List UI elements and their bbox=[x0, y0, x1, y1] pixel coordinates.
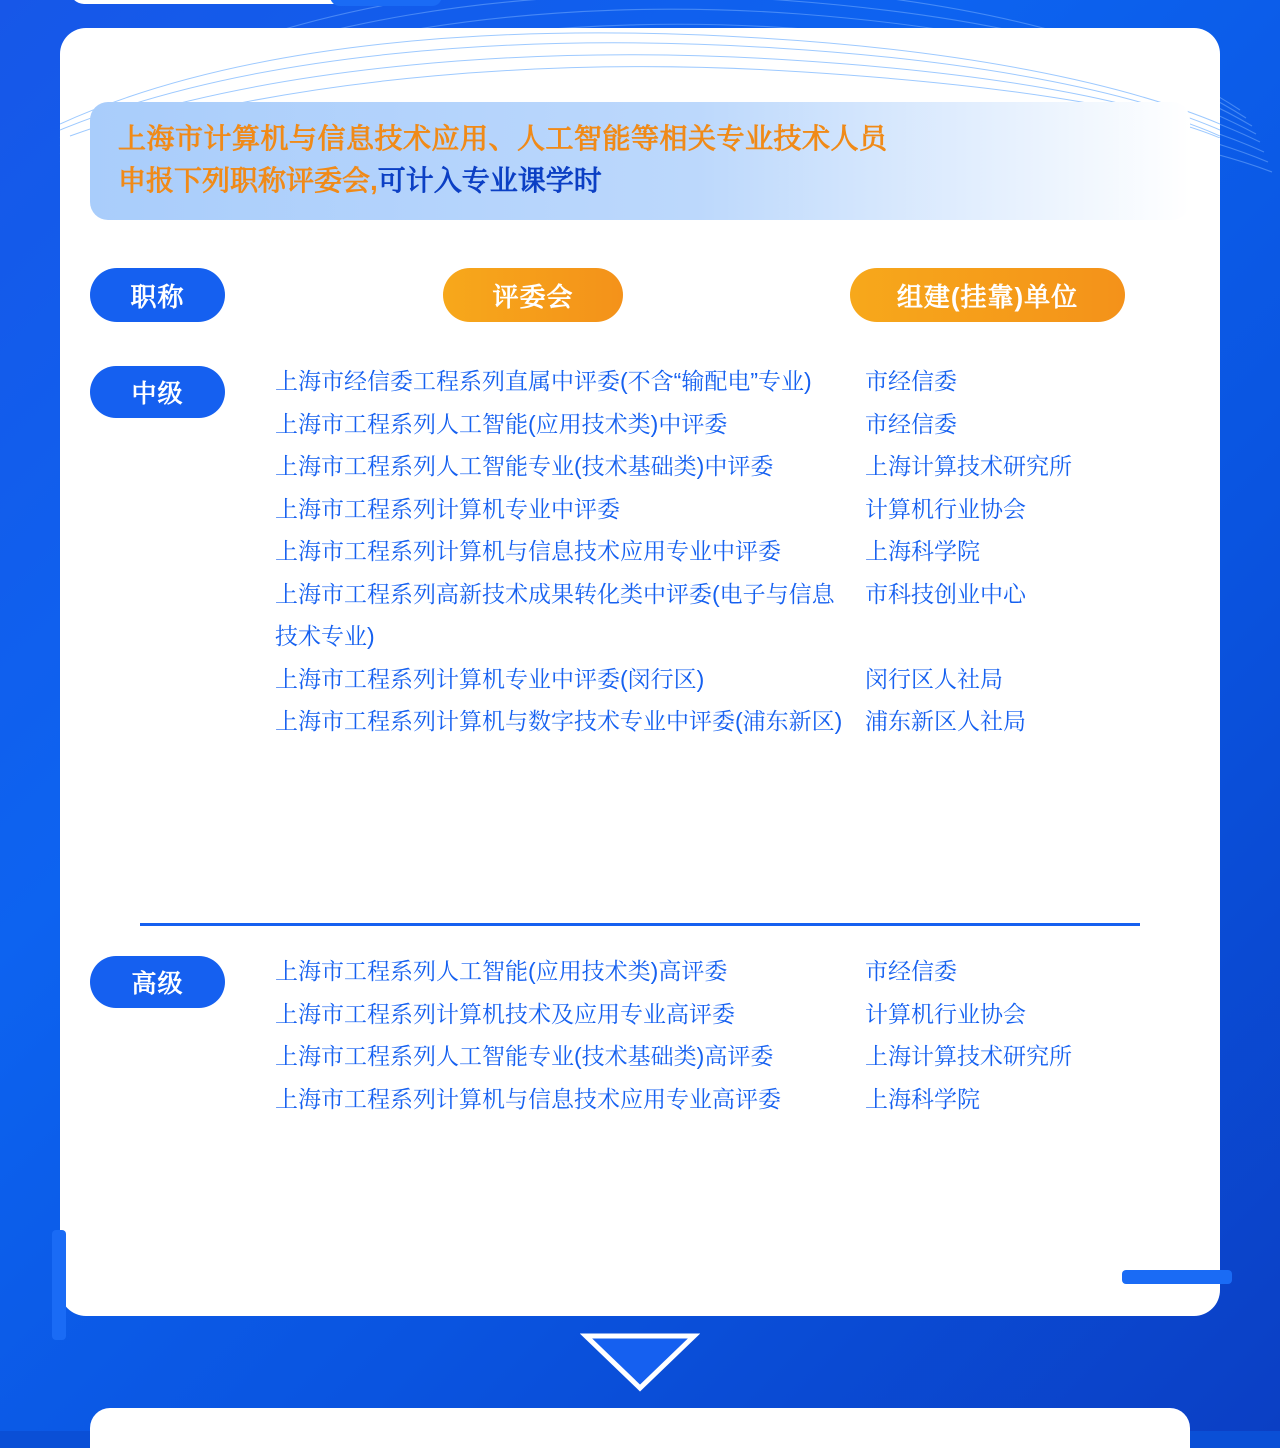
table-row bbox=[275, 950, 1175, 993]
cell-unit: 上海科学院 bbox=[865, 538, 980, 565]
cell-committee: 上海市工程系列计算机与信息技术应用专业中评委 bbox=[275, 538, 781, 565]
main-content-card bbox=[60, 28, 1220, 1316]
top-blue-tab-fragment bbox=[330, 0, 442, 6]
level-badge-senior: 高级 bbox=[90, 956, 225, 1008]
cell-committee: 上海市工程系列人工智能专业(技术基础类)高评委 bbox=[275, 1043, 774, 1070]
accent-bar-right bbox=[1122, 1270, 1232, 1284]
table-row bbox=[275, 658, 1175, 701]
accent-bar-left bbox=[52, 1230, 66, 1340]
table-row bbox=[275, 403, 1175, 446]
cell-committee: 上海市工程系列人工智能专业(技术基础类)中评委 bbox=[275, 453, 774, 480]
table-row bbox=[275, 1078, 1175, 1121]
column-header-committee: 评委会 bbox=[443, 268, 623, 322]
cell-committee: 上海市工程系列计算机技术及应用专业高评委 bbox=[275, 1000, 735, 1027]
down-triangle-icon bbox=[580, 1330, 700, 1392]
level-badge-intermediate: 中级 bbox=[90, 366, 225, 418]
table-row bbox=[275, 360, 1175, 403]
group-divider bbox=[140, 923, 1140, 926]
headline-line-1: 上海市计算机与信息技术应用、人工智能等相关专业技术人员 bbox=[118, 123, 888, 154]
cell-unit: 上海计算技术研究所 bbox=[865, 1043, 1072, 1070]
cell-unit: 闵行区人社局 bbox=[865, 665, 1003, 692]
cell-unit: 计算机行业协会 bbox=[865, 495, 1026, 522]
cell-committee: 上海市经信委工程系列直属中评委(不含“输配电”专业) bbox=[275, 368, 812, 394]
cell-committee: 上海市工程系列高新技术成果转化类中评委(电子与信息技术专业) bbox=[275, 580, 835, 650]
cell-unit: 计算机行业协会 bbox=[865, 1000, 1026, 1027]
cell-unit: 市经信委 bbox=[865, 958, 957, 984]
cell-committee: 上海市工程系列人工智能(应用技术类)中评委 bbox=[275, 410, 728, 437]
next-card-fragment bbox=[90, 1408, 1190, 1448]
cell-committee: 上海市工程系列计算机专业中评委(闵行区) bbox=[275, 665, 705, 692]
headline-line-2-orange: 申报下列职称评委会, bbox=[118, 165, 378, 196]
table-row bbox=[275, 445, 1175, 488]
cell-unit: 市科技创业中心 bbox=[865, 580, 1026, 607]
table-group-intermediate bbox=[275, 360, 1175, 743]
table-row bbox=[275, 700, 1175, 743]
cell-unit: 市经信委 bbox=[865, 410, 957, 437]
headline-line-2 bbox=[118, 160, 1162, 202]
table-row bbox=[275, 530, 1175, 573]
table-row bbox=[275, 488, 1175, 531]
cell-committee: 上海市工程系列人工智能(应用技术类)高评委 bbox=[275, 958, 728, 984]
table-row bbox=[275, 993, 1175, 1036]
scroll-hint bbox=[0, 1330, 1280, 1400]
column-header-level: 职称 bbox=[90, 268, 225, 322]
headline-line-2-blue: 可计入专业课学时 bbox=[377, 165, 602, 196]
cell-committee: 上海市工程系列计算机与数字技术专业中评委(浦东新区) bbox=[275, 708, 843, 735]
cell-unit: 上海科学院 bbox=[865, 1085, 980, 1112]
cell-unit: 上海计算技术研究所 bbox=[865, 453, 1072, 480]
headline-banner bbox=[90, 102, 1190, 220]
table-group-senior bbox=[275, 950, 1175, 1120]
column-header-unit: 组建(挂靠)单位 bbox=[850, 268, 1125, 322]
cell-unit: 市经信委 bbox=[865, 368, 957, 394]
cell-unit: 浦东新区人社局 bbox=[865, 708, 1026, 735]
table-row bbox=[275, 573, 1175, 658]
cell-committee: 上海市工程系列计算机专业中评委 bbox=[275, 495, 620, 522]
cell-committee: 上海市工程系列计算机与信息技术应用专业高评委 bbox=[275, 1085, 781, 1112]
table-row bbox=[275, 1035, 1175, 1078]
